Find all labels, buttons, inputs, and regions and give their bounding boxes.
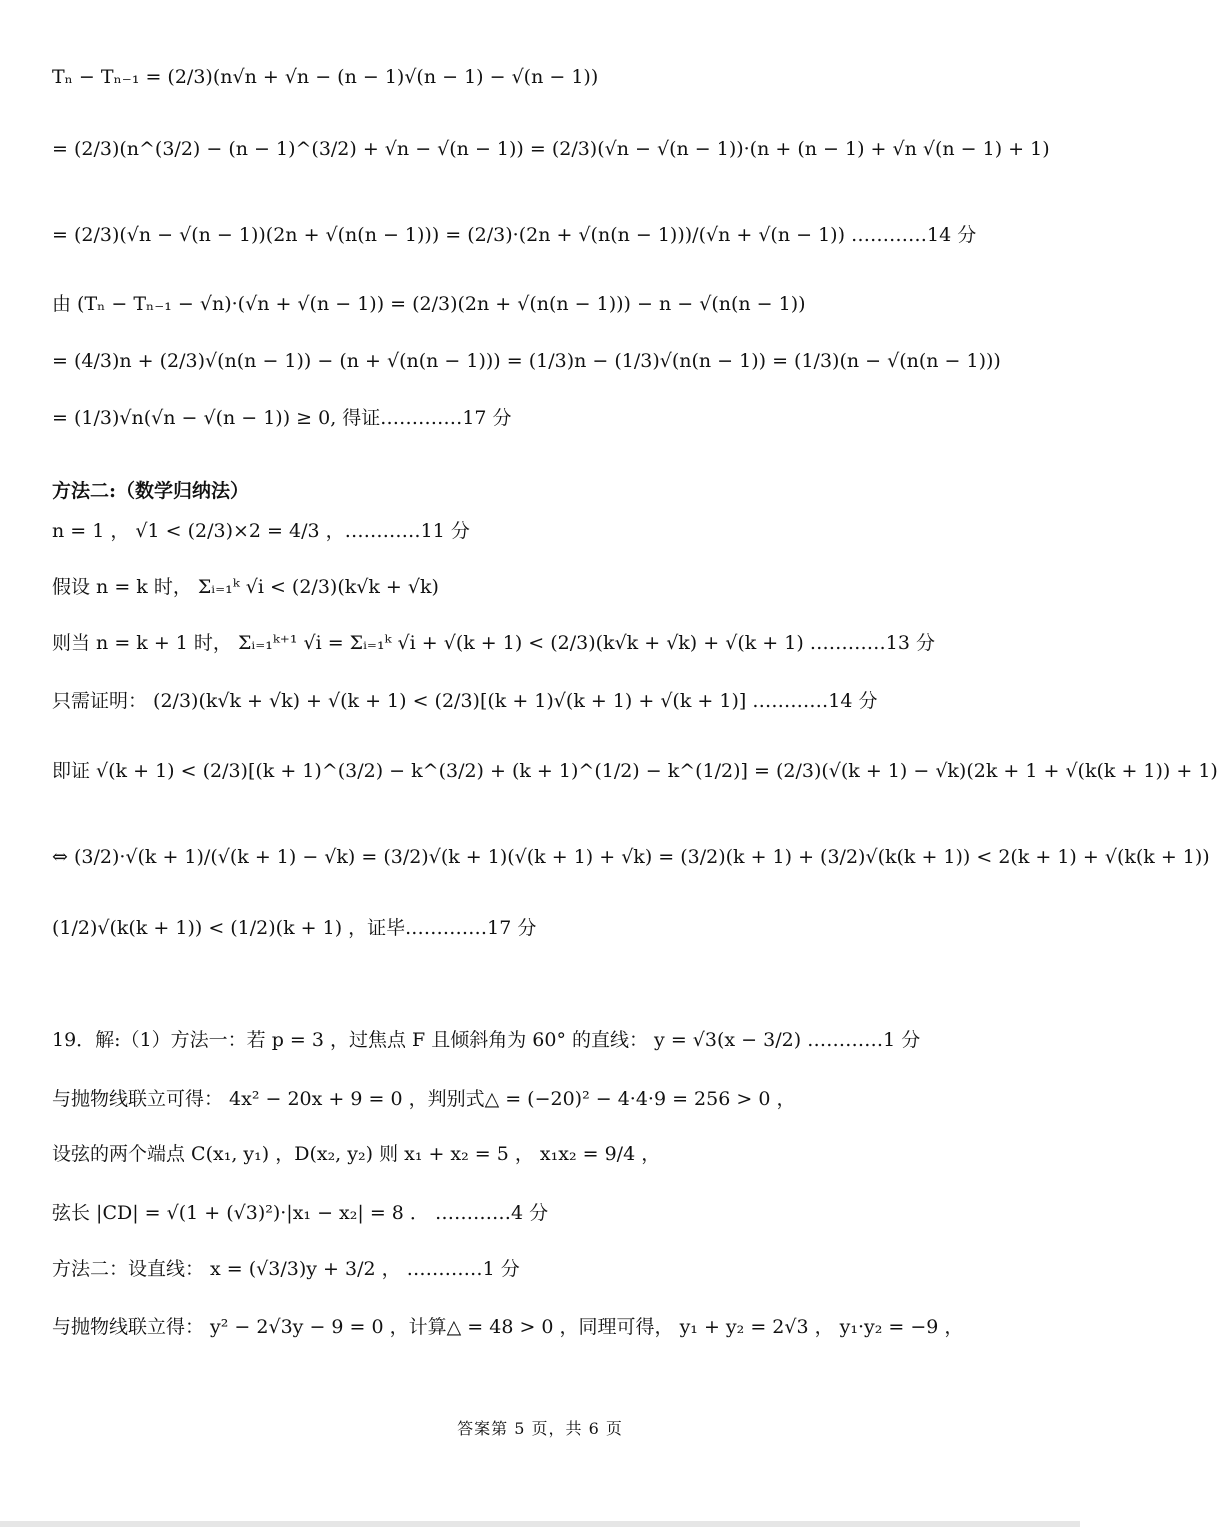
equivalence-chain: ⇔ (3/2)·√(k + 1)/(√(k + 1) − √k) = (3/2)√(k + 1)(√(k + 1) + √k) = (3/2)(k + 1) + (3/2)√(k(k + 1)) < 2(k + 1) + √(k(k + 1)) [52, 846, 1210, 868]
problem-19-method-two: 方法二：设直线： x = (√3/3)y + 3/2 ， …………1 分 [52, 1258, 520, 1280]
induction-hypothesis: 假设 n = k 时， Σᵢ₌₁ᵏ √i < (2/3)(k√k + √k) [52, 576, 439, 598]
method-two-heading: 方法二:（数学归纳法） [52, 480, 250, 502]
need-to-prove: 只需证明： (2/3)(k√k + √k) + √(k + 1) < (2/3)[(k + 1)√(k + 1) + √(k + 1)] …………14 分 [52, 690, 878, 712]
equation-simplified-14: = (2/3)(√n − √(n − 1))(2n + √(n(n − 1))) = (2/3)·(2n + √(n(n − 1)))/(√n + √(n − 1)) …………14 分 [52, 224, 977, 246]
page-footer: 答案第 5 页，共 6 页 [457, 1419, 623, 1438]
page-bottom-edge [0, 1521, 1080, 1527]
equation-tn-difference: Tₙ − Tₙ₋₁ = (2/3)(n√n + √n − (n − 1)√(n − 1) − √(n − 1)) [52, 66, 599, 88]
method-two-combined: 与抛物线联立得： y² − 2√3y − 9 = 0 ，计算△ = 48 > 0 ，同理可得， y₁ + y₂ = 2√3 ， y₁·y₂ = −9 ， [52, 1316, 964, 1338]
equation-expansion: = (2/3)(n^(3/2) − (n − 1)^(3/2) + √n − √(n − 1)) = (2/3)(√n − √(n − 1))·(n + (n − 1) + √n √(n − 1) + 1) [52, 138, 1050, 160]
equation-reduction: = (4/3)n + (2/3)√(n(n − 1)) − (n + √(n(n − 1))) = (1/3)n − (1/3)√(n(n − 1)) = (1/3)(n − √(n(n − 1))) [52, 350, 1001, 372]
induction-step: 则当 n = k + 1 时， Σᵢ₌₁ᵏ⁺¹ √i = Σᵢ₌₁ᵏ √i + √(k + 1) < (2/3)(k√k + √k) + √(k + 1) …………13 分 [52, 632, 936, 654]
chord-endpoints: 设弦的两个端点 C(x₁, y₁) ，D(x₂, y₂) 则 x₁ + x₂ = 5 ， x₁x₂ = 9/4 ， [52, 1143, 661, 1165]
equivalent-claim: 即证 √(k + 1) < (2/3)[(k + 1)^(3/2) − k^(3/2) + (k + 1)^(1/2) − k^(1/2)] = (2/3)(√(k + 1) − √k)(2k + 1 + √(k(k + 1)) + 1) [52, 760, 1218, 782]
equation-product: 由 (Tₙ − Tₙ₋₁ − √n)·(√n + √(n − 1)) = (2/3)(2n + √(n(n − 1))) − n − √(n(n − 1)) [52, 293, 806, 315]
chord-length: 弦长 |CD| = √(1 + (√3)²)·|x₁ − x₂| = 8 ． …………4 分 [52, 1202, 549, 1224]
problem-19-method-one: 19．解:（1）方法一：若 p = 3 ，过焦点 F 且倾斜角为 60° 的直线： y = √3(x − 3/2) …………1 分 [52, 1029, 921, 1051]
equation-conclusion-17: = (1/3)√n(√n − √(n − 1)) ≥ 0, 得证.…………17 分 [52, 407, 512, 429]
induction-base-case: n = 1 ， √1 < (2/3)×2 = 4/3 ，…………11 分 [52, 520, 470, 542]
combined-equation: 与抛物线联立可得： 4x² − 20x + 9 = 0 ，判别式△ = (−20)² − 4·4·9 = 256 > 0 ， [52, 1088, 796, 1110]
proof-complete-17: (1/2)√(k(k + 1)) < (1/2)(k + 1) ，证毕.…………17 分 [52, 917, 537, 939]
